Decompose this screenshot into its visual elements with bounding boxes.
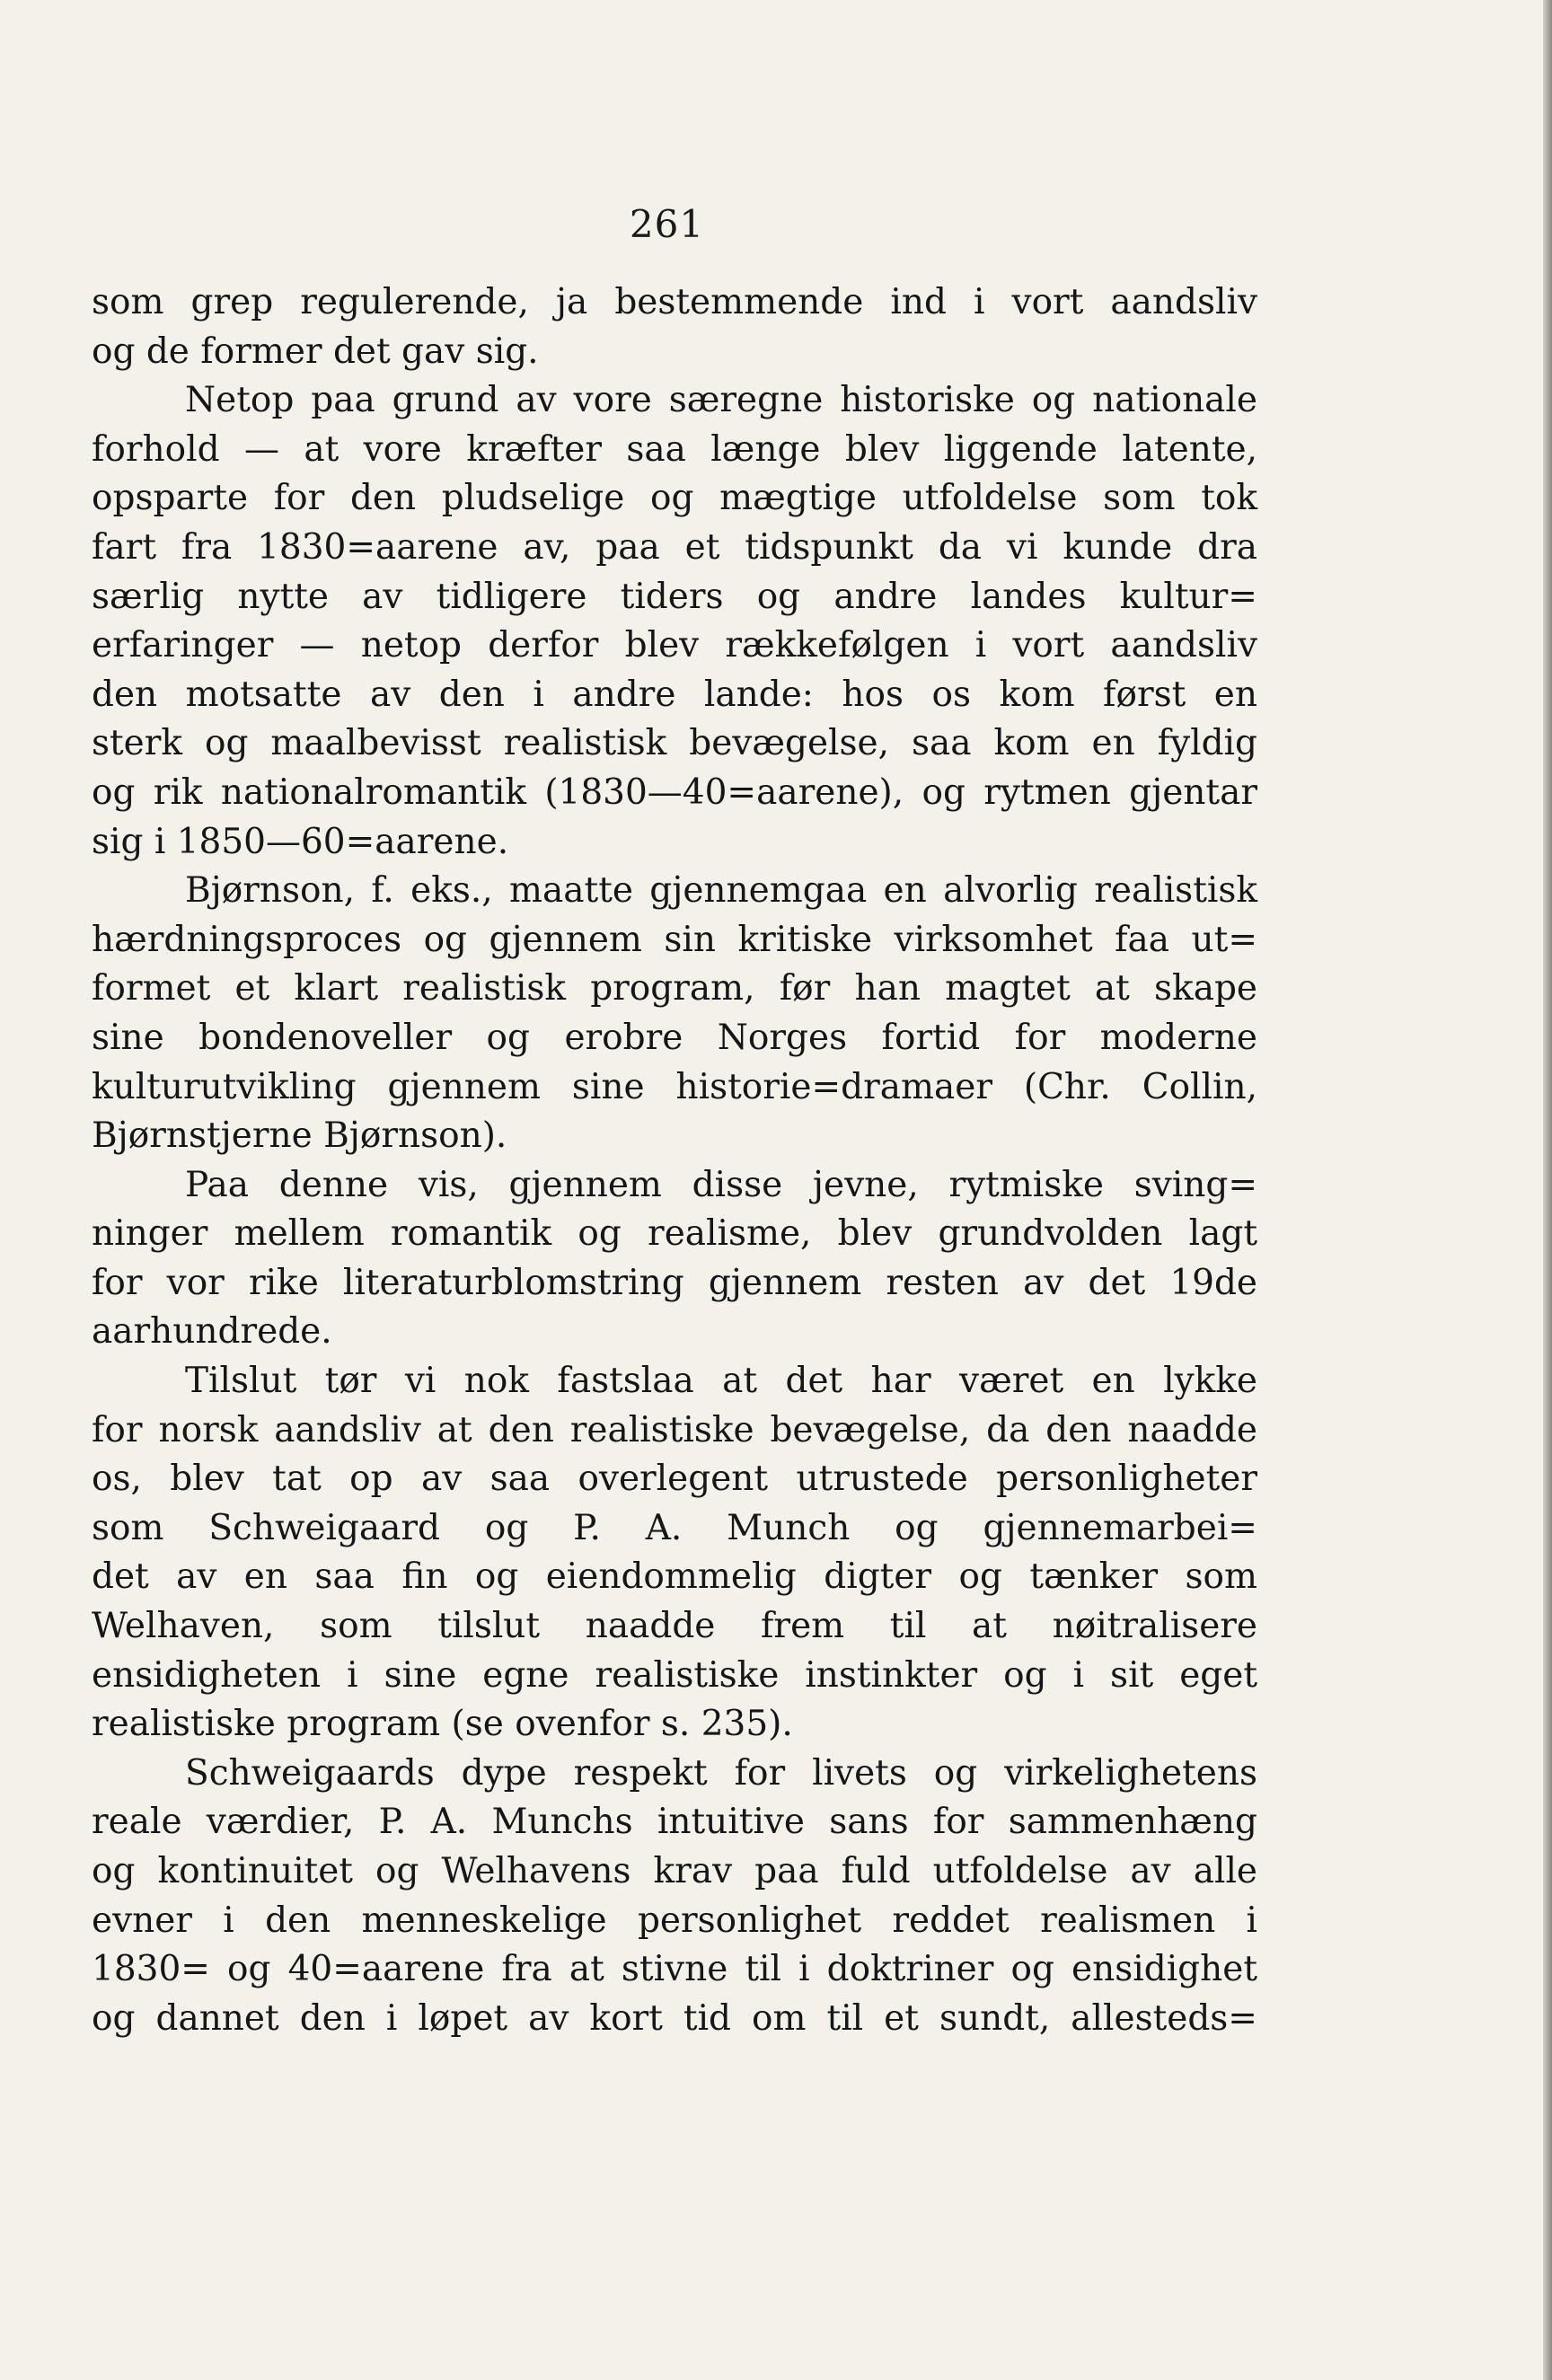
text-line: Schweigaards dype respekt for livets og virkelighetens: [185, 1752, 1257, 1794]
paragraph: [92, 1357, 1257, 1750]
text-line: ensidigheten i sine egne realistiske instinkter og i sit eget: [92, 1654, 1257, 1696]
text-line: Welhaven, som tilslut naadde frem til at nøitralisere: [92, 1606, 1257, 1647]
text-line: aarhundrede.: [92, 1311, 332, 1353]
text-line: fart fra 1830=aarene av, paa et tidspunkt da vi kunde dra: [92, 526, 1257, 568]
text-line: reale værdier, P. A. Munchs intuitive sans for sammenhæng: [92, 1802, 1257, 1843]
text-line: Tilslut tør vi nok fastslaa at det har været en lykke: [185, 1361, 1257, 1402]
text-line: forhold — at vore kræfter saa længe blev liggende latente,: [92, 428, 1257, 470]
text-line: og de former det gav sig.: [92, 331, 539, 372]
text-line: sterk og maalbevisst realistisk bevægelse, saa kom en fyldig: [92, 723, 1257, 764]
text-line: som Schweigaard og P. A. Munch og gjennemarbei=: [92, 1507, 1257, 1548]
text-line: realistiske program (se ovenfor s. 235).: [92, 1704, 793, 1745]
text-line: for vor rike literaturblomstring gjennem resten av det 19de: [92, 1262, 1257, 1303]
paragraph: [92, 1750, 1257, 2044]
paragraph: [92, 278, 1257, 376]
page-edge: [1543, 0, 1552, 2380]
text-line: Bjørnstjerne Bjørnson).: [92, 1115, 507, 1157]
text-line: erfaringer — netop derfor blev rækkefølgen i vort aandsliv: [92, 625, 1257, 666]
text-line: Paa denne vis, gjennem disse jevne, rytmiske sving=: [185, 1164, 1257, 1205]
text-line: det av en saa fin og eiendommelig digter og tænker som: [92, 1556, 1257, 1598]
paragraph: [92, 1161, 1257, 1357]
text-line: 1830= og 40=aarene fra at stivne til i doktriner og ensidighet: [92, 1949, 1257, 1990]
text-line: og dannet den i løpet av kort tid om til et sundt, allesteds=: [92, 1997, 1257, 2039]
page-number: 261: [629, 202, 705, 246]
text-line: hærdningsproces og gjennem sin kritiske virksomhet faa ut=: [92, 919, 1257, 960]
text-line: Netop paa grund av vore særegne historiske og nationale: [185, 380, 1257, 421]
text-line: ninger mellem romantik og realisme, blev grundvolden lagt: [92, 1213, 1257, 1255]
text-line: særlig nytte av tidligere tiders og andre landes kultur=: [92, 576, 1257, 617]
text-line: som grep regulerende, ja bestemmende ind i vort aandsliv: [92, 282, 1257, 322]
text-line: Bjørnson, f. eks., maatte gjennemgaa en alvorlig realistisk: [185, 870, 1257, 912]
body-text: [92, 278, 1257, 2043]
text-line: formet et klart realistisk program, før han magtet at skape: [92, 968, 1257, 1009]
text-line: evner i den menneskelige personlighet reddet realismen i: [92, 1900, 1257, 1941]
text-line: for norsk aandsliv at den realistiske bevægelse, da den naadde: [92, 1409, 1257, 1450]
text-line: kulturutvikling gjennem sine historie=dramaer (Chr. Collin,: [92, 1066, 1257, 1107]
text-line: sig i 1850—60=aarene.: [92, 821, 509, 862]
text-line: og kontinuitet og Welhavens krav paa fuld utfoldelse av alle: [92, 1851, 1257, 1891]
paragraph: [92, 867, 1257, 1161]
text-line: sine bondenoveller og erobre Norges fortid for moderne: [92, 1017, 1257, 1058]
text-line: os, blev tat op av saa overlegent utrustede personligheter: [92, 1459, 1257, 1500]
text-line: den motsatte av den i andre lande: hos os kom først en: [92, 674, 1257, 715]
text-line: og rik nationalromantik (1830—40=aarene), og rytmen gjentar: [92, 771, 1257, 813]
text-line: opsparte for den pludselige og mægtige utfoldelse som tok: [92, 478, 1257, 519]
paragraph: [92, 376, 1257, 867]
